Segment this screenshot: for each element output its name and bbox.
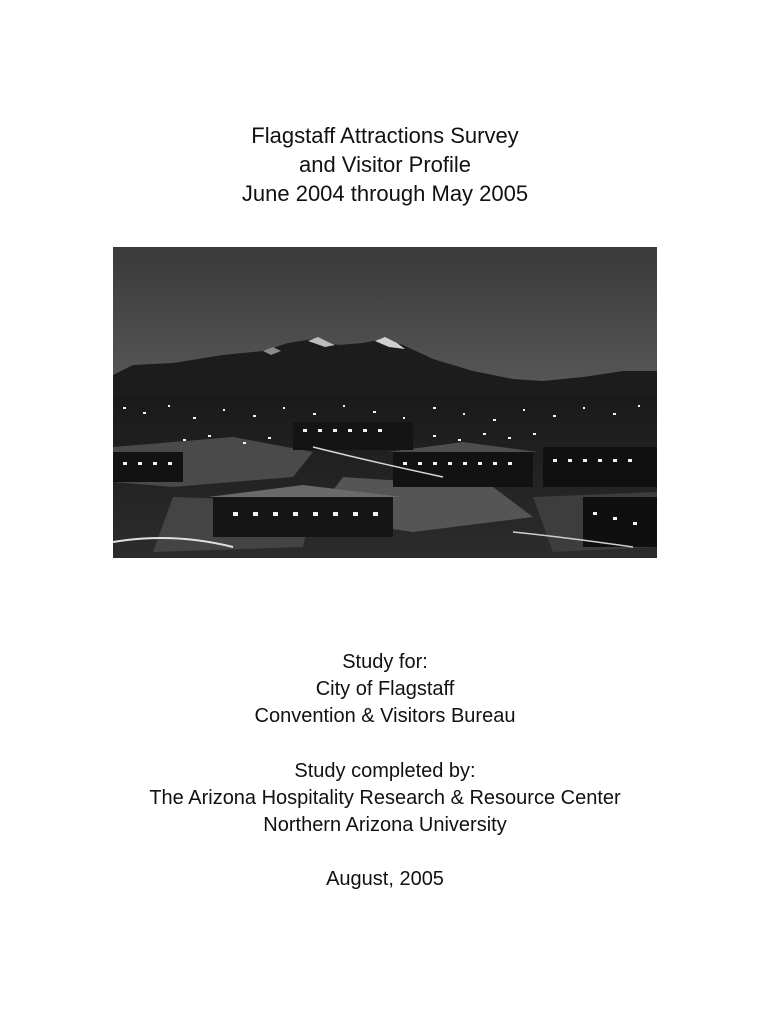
study-for-label: Study for: <box>342 651 428 673</box>
client-city: City of Flagstaff <box>315 678 455 700</box>
client-bureau: Convention & Visitors Bureau <box>254 705 516 727</box>
report-title <box>0 121 770 208</box>
title-line-3: June 2004 through May 2005 <box>241 181 529 206</box>
research-center: The Arizona Hospitality Research & Resource Center <box>149 787 621 809</box>
study-for-block <box>0 649 770 730</box>
photo-illustration <box>113 247 657 558</box>
completed-by-block <box>0 758 770 839</box>
night-city-mountain-photo <box>113 247 657 558</box>
title-line-1: Flagstaff Attractions Survey <box>251 123 519 148</box>
title-line-2: and Visitor Profile <box>298 152 471 177</box>
report-date: August, 2005 <box>326 868 444 890</box>
university: Northern Arizona University <box>263 814 507 836</box>
completed-by-label: Study completed by: <box>294 760 476 782</box>
